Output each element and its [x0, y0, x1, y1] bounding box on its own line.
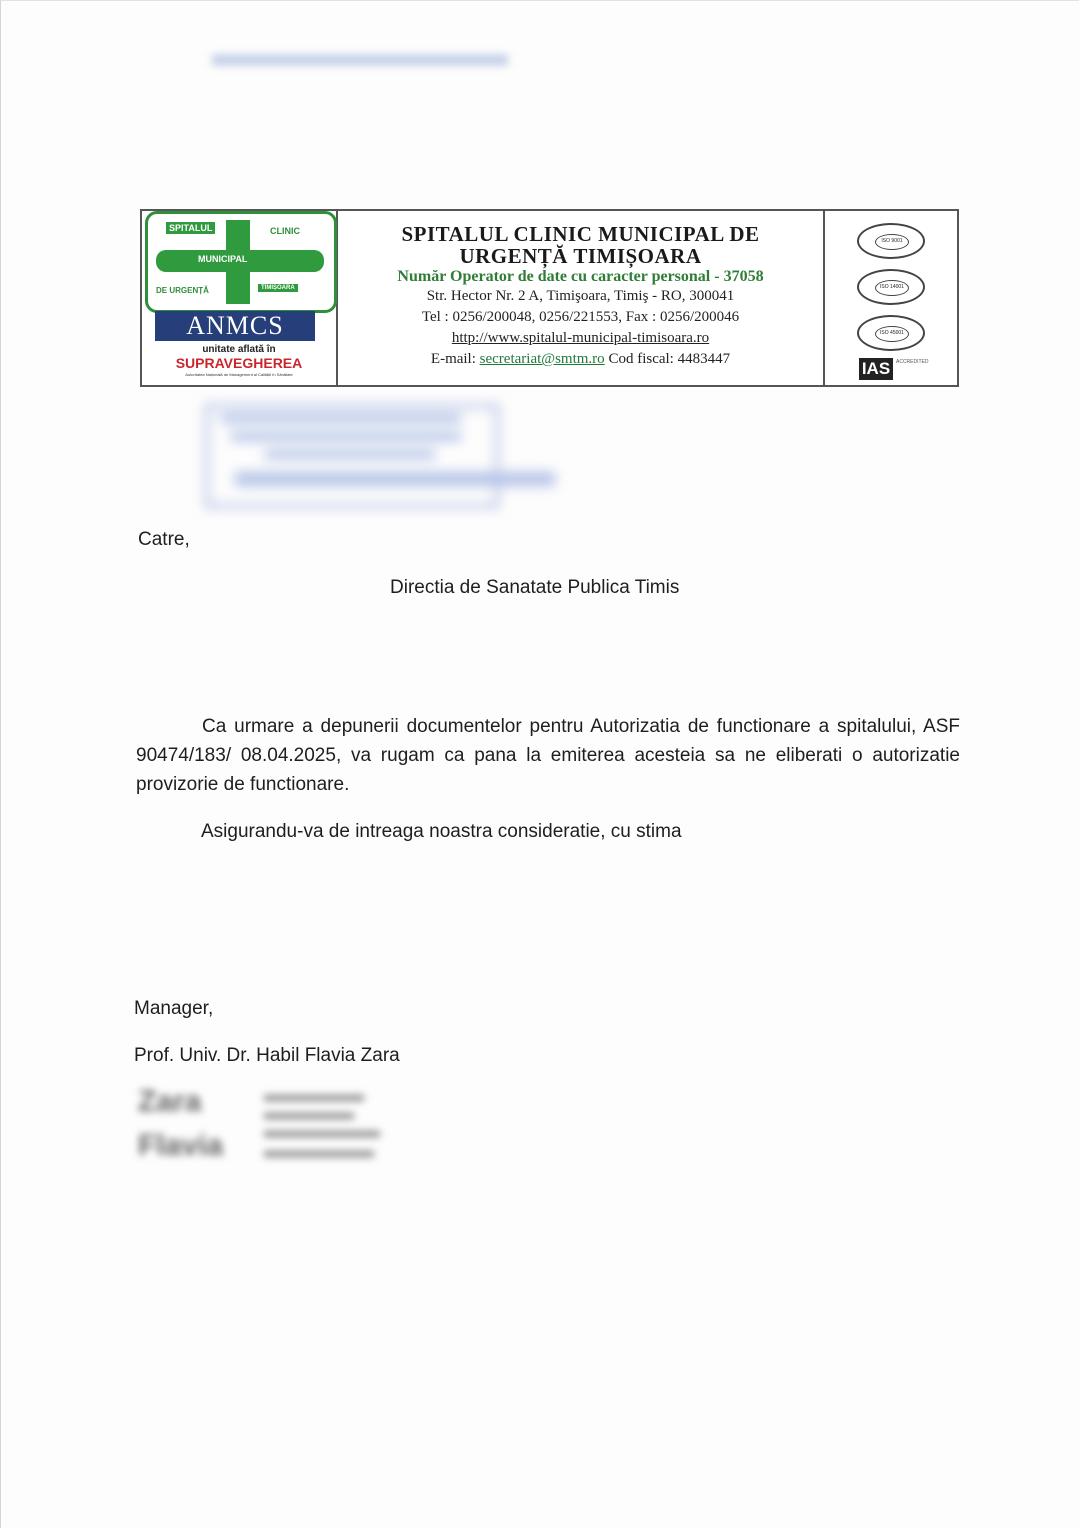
logo-text-municipal: MUNICIPAL	[198, 254, 248, 264]
letter-body-paragraph: Ca urmare a depunerii documentelor pentru Autorizatia de functionare a spitalului, ASF 90474/183/ 08.04.2025, va rugam ca pana la emiterea acesteia sa ne eliberati o autorizatie provizorie de functionare.	[136, 716, 960, 795]
redacted-header-text	[212, 54, 508, 66]
signer-role: Manager,	[134, 998, 214, 1019]
ias-accredited-label: ACCREDITED	[896, 359, 929, 365]
hospital-name-line1: SPITALUL CLINIC MUNICIPAL DE	[401, 222, 760, 246]
iso-14001-seal-icon: ISO 14001	[857, 269, 925, 305]
hospital-name-line2: URGENȚĂ TIMIȘOARA	[459, 244, 702, 268]
registration-stamp-redacted	[205, 400, 555, 504]
anmcs-autoritatea: Autoritatea Națională de Management al Calității în Sănătate	[185, 372, 293, 377]
letterhead	[140, 209, 959, 387]
recipient: Directia de Sanatate Publica Timis	[390, 577, 680, 598]
hospital-logo	[142, 211, 338, 385]
anmcs-unitate: unitate aflată în	[202, 344, 276, 355]
letterhead-info	[338, 211, 825, 385]
logo-frame	[145, 211, 337, 313]
hospital-address: Str. Hector Nr. 2 A, Timişoara, Timiş - RO, 300041	[426, 288, 735, 304]
logo-text-clinic: CLINIC	[270, 226, 300, 236]
closing-line: Asigurandu-va de intreaga noastra consideratie, cu stima	[201, 821, 682, 842]
hospital-website-link[interactable]: http://www.spitalul-municipal-timisoara.ro	[451, 330, 710, 346]
hospital-email-link[interactable]: secretariat@smtm.ro	[479, 351, 605, 367]
logo-text-timisoara: TIMIȘOARA	[258, 284, 298, 292]
signer-name: Prof. Univ. Dr. Habil Flavia Zara	[134, 1045, 400, 1066]
anmcs-logo: ANMCS	[155, 311, 315, 341]
ias-accreditation-icon: IAS	[859, 358, 893, 380]
iso-45001-seal-icon: ISO 45001	[857, 315, 925, 351]
anmcs-supravegherea: SUPRAVEGHEREA	[175, 355, 303, 371]
logo-text-spitalul: SPITALUL	[166, 222, 215, 234]
digital-signature-redacted: Zara Flavia	[136, 1085, 396, 1175]
email-label: E-mail:	[430, 351, 480, 367]
hospital-phone-fax: Tel : 0256/200048, 0256/221553, Fax : 0256/200046	[421, 309, 740, 325]
iso-9001-seal-icon: ISO 9001	[857, 223, 925, 259]
fiscal-code: Cod fiscal: 4483447	[604, 351, 731, 367]
salutation: Catre,	[138, 529, 190, 550]
data-operator-number: Număr Operator de date cu caracter personal - 37058	[397, 268, 764, 285]
certifications	[825, 211, 957, 385]
logo-text-de-urgenta: DE URGENȚĂ	[156, 286, 209, 295]
